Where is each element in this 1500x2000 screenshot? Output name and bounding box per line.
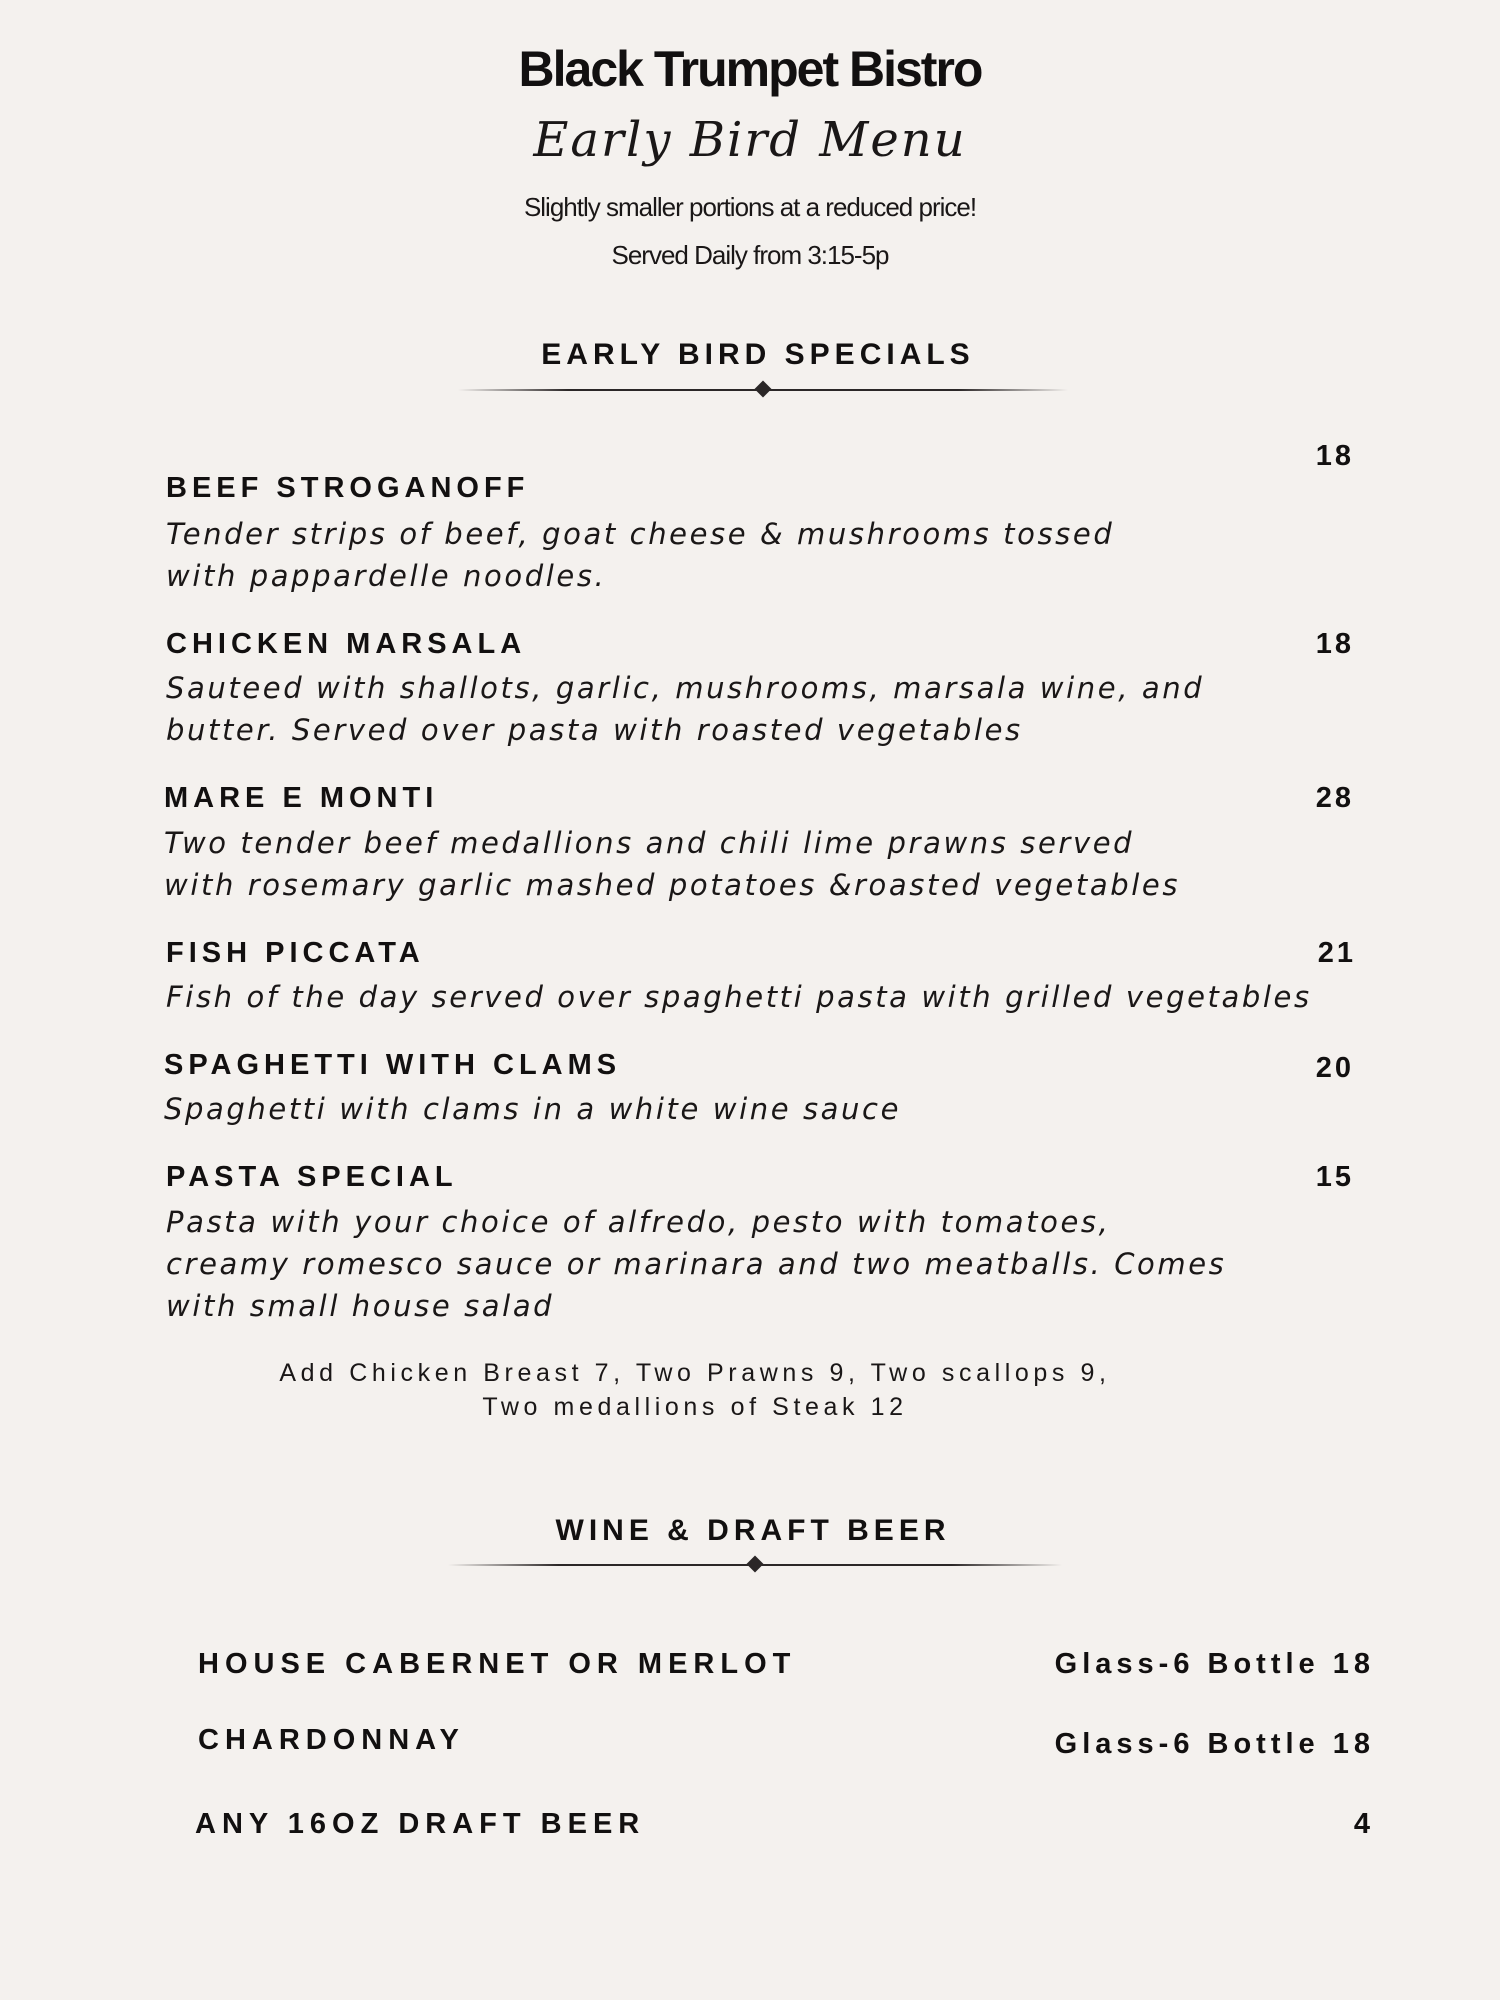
drink-price: Glass-6 Bottle 18 xyxy=(1054,1728,1375,1760)
item-name: BEEF STROGANOFF xyxy=(166,472,530,504)
item-description: Pasta with your choice of alfredo, pesto with tomatoes, creamy romesco sauce or marinara and two meatballs. Comes with small house salad xyxy=(166,1205,1227,1323)
restaurant-name: Black Trumpet Bistro xyxy=(518,41,982,97)
menu-title: Early Bird Menu xyxy=(533,112,967,168)
item-description: Tender strips of beef, goat cheese & mushrooms tossed with pappardelle noodles. xyxy=(166,517,1115,593)
specials-divider xyxy=(458,380,1068,400)
item-price: 28 xyxy=(1315,782,1354,814)
drink-price: Glass-6 Bottle 18 xyxy=(1054,1648,1375,1680)
item-name: SPAGHETTI WITH CLAMS xyxy=(164,1049,622,1081)
drinks-heading: WINE & DRAFT BEER xyxy=(555,1514,951,1547)
item-price: 21 xyxy=(1317,937,1356,969)
serving-hours: Served Daily from 3:15-5p xyxy=(611,240,889,270)
item-price: 18 xyxy=(1315,628,1354,660)
item-description: Two tender beef medallions and chili lime prawns served with rosemary garlic mashed potatoes &roasted vegetables xyxy=(164,826,1181,902)
tagline: Slightly smaller portions at a reduced price! xyxy=(523,192,977,222)
item-price: 20 xyxy=(1315,1052,1354,1084)
specials-heading: EARLY BIRD SPECIALS xyxy=(541,338,975,371)
item-name: MARE E MONTI xyxy=(164,782,439,814)
add-ons-line: Add Chicken Breast 7, Two Prawns 9, Two scallops 9, xyxy=(279,1359,1111,1387)
item-name: PASTA SPECIAL xyxy=(166,1161,458,1193)
divider-diamond xyxy=(755,381,772,398)
item-price: 18 xyxy=(1315,440,1354,472)
item-description: Spaghetti with clams in a white wine sauce xyxy=(164,1092,902,1126)
drink-name: HOUSE CABERNET OR MERLOT xyxy=(198,1648,797,1680)
drink-price: 4 xyxy=(1353,1808,1375,1840)
add-ons-note xyxy=(0,1356,1390,1424)
drink-name: CHARDONNAY xyxy=(198,1724,465,1756)
item-price: 15 xyxy=(1315,1161,1354,1193)
divider-diamond xyxy=(747,1556,764,1573)
item-name: FISH PICCATA xyxy=(166,937,425,969)
item-description: Fish of the day served over spaghetti pasta with grilled vegetables xyxy=(166,980,1312,1014)
add-ons-line: Two medallions of Steak 12 xyxy=(482,1393,908,1421)
item-description: Sauteed with shallots, garlic, mushrooms, marsala wine, and butter. Served over pasta with roasted vegetables xyxy=(166,671,1205,747)
drinks-divider xyxy=(448,1555,1062,1575)
item-name: CHICKEN MARSALA xyxy=(166,628,527,660)
drink-name: ANY 16OZ DRAFT BEER xyxy=(195,1808,646,1840)
